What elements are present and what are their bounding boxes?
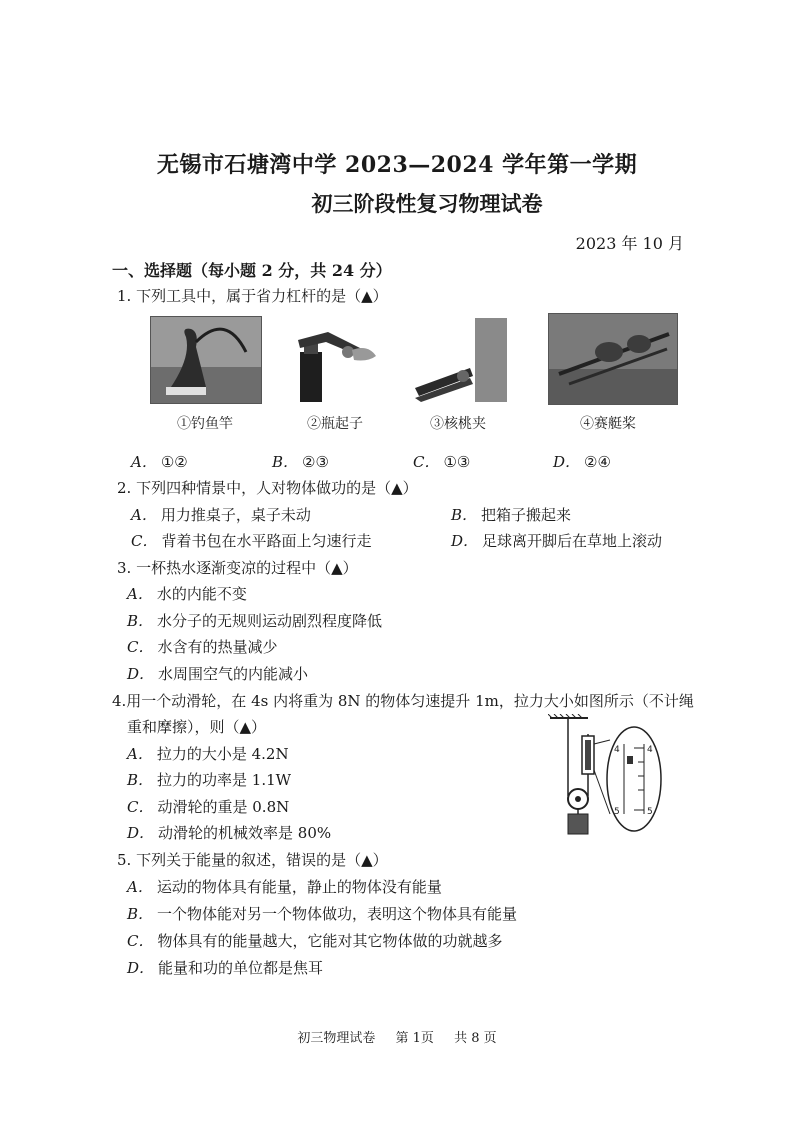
exam-subtitle: 初三阶段性复习物理试卷	[311, 191, 543, 216]
option-text: 动滑轮的重是 0.8N	[157, 798, 290, 816]
q5-option-d[interactable]	[127, 957, 323, 978]
question-4-stem-line1: 4.用一个动滑轮，在 4s 内将重为 8N 的物体匀速提升 1m，拉力大小如图所示（不计绳	[112, 692, 694, 710]
option-letter: B．	[272, 453, 299, 471]
option-text: 一个物体能对另一个物体做功，表明这个物体具有能量	[157, 905, 518, 923]
q4-option-b[interactable]	[127, 769, 291, 790]
q4-option-c[interactable]	[127, 796, 289, 817]
question-2-stem: 2. 下列四种情景中，人对物体做功的是（▲）	[117, 479, 418, 497]
option-text: 能量和功的单位都是焦耳	[158, 959, 324, 977]
q2-option-a[interactable]	[131, 504, 311, 525]
q5-option-c[interactable]	[127, 930, 503, 951]
option-text: 水周围空气的内能减小	[158, 665, 309, 683]
q2-option-c[interactable]	[131, 530, 372, 551]
pulley-figure	[548, 714, 663, 839]
option-text: 水的内能不变	[156, 585, 247, 603]
option-text: 把箱子搬起来	[481, 506, 572, 524]
q1-option-a[interactable]	[131, 451, 188, 472]
option-text: 足球离开脚后在草地上滚动	[482, 532, 663, 550]
question-3-stem: 3. 一杯热水逐渐变凉的过程中（▲）	[117, 559, 358, 577]
option-text: 用力推桌子，桌子未动	[160, 506, 311, 524]
option-letter: C．	[127, 638, 154, 656]
option-text: 水含有的热量减少	[157, 638, 278, 656]
option-text: ②④	[584, 453, 611, 471]
option-text: 水分子的无规则运动剧烈程度降低	[157, 612, 383, 630]
q4-option-a[interactable]	[127, 743, 289, 764]
option-letter: D．	[553, 453, 581, 471]
option-letter: C．	[131, 532, 158, 550]
caption-nutcracker: ③核桃夹	[430, 416, 486, 432]
exam-date: 2023 年 10 月	[575, 234, 684, 253]
question-5-stem: 5. 下列关于能量的叙述，错误的是（▲）	[117, 851, 388, 869]
rowing-oar-photo	[548, 313, 678, 405]
option-letter: B．	[451, 506, 478, 524]
q1-option-c[interactable]	[413, 451, 470, 472]
bottle-opener-photo	[288, 322, 380, 402]
option-letter: D．	[127, 665, 155, 683]
caption-bottle-opener: ②瓶起子	[307, 416, 363, 432]
option-text: 背着书包在水平路面上匀速行走	[161, 532, 372, 550]
option-letter: A．	[127, 585, 153, 603]
option-letter: D．	[127, 959, 155, 977]
q1-option-b[interactable]	[272, 451, 329, 472]
option-text: 拉力的功率是 1.1W	[157, 771, 292, 789]
exam-title: 无锡市石塘湾中学 2023—2024 学年第一学期	[156, 152, 638, 178]
option-text: ①③	[443, 453, 471, 471]
option-letter: D．	[451, 532, 479, 550]
option-text: ②③	[302, 453, 329, 471]
option-letter: D．	[127, 824, 155, 842]
option-letter: A．	[127, 745, 153, 763]
option-letter: B．	[127, 905, 154, 923]
option-text: 拉力的大小是 4.2N	[156, 745, 289, 763]
option-letter: A．	[127, 878, 153, 896]
section-heading: 一、选择题（每小题 2 分，共 24 分）	[112, 261, 392, 280]
scale-top-label-right: 4	[647, 745, 653, 755]
option-letter: A．	[131, 453, 157, 471]
option-text: ①②	[160, 453, 188, 471]
nutcracker-photo	[415, 318, 507, 402]
footer-page-number: 第 1页	[395, 1031, 434, 1046]
q3-option-d[interactable]	[127, 663, 308, 684]
scale-bottom-label: 5	[614, 807, 620, 817]
q3-option-a[interactable]	[127, 583, 247, 604]
q2-option-d[interactable]	[451, 530, 662, 551]
question-1-stem: 1. 下列工具中，属于省力杠杆的是（▲）	[117, 287, 388, 305]
footer-total-pages: 共 8 页	[454, 1031, 497, 1046]
option-letter: C．	[127, 798, 154, 816]
scale-top-label: 4	[614, 745, 620, 755]
option-letter: A．	[131, 506, 157, 524]
question-4-stem-line2: 重和摩擦），则（▲）	[127, 718, 267, 736]
q3-option-c[interactable]	[127, 636, 278, 657]
q1-option-d[interactable]	[553, 451, 611, 472]
q3-option-b[interactable]	[127, 610, 382, 631]
q4-option-d[interactable]	[127, 822, 331, 843]
option-text: 运动的物体具有能量，静止的物体没有能量	[156, 878, 442, 896]
caption-fishing-rod: ①钓鱼竿	[177, 416, 233, 432]
option-text: 动滑轮的机械效率是 80%	[158, 824, 332, 842]
option-letter: B．	[127, 771, 154, 789]
footer-subject: 初三物理试卷	[297, 1031, 376, 1046]
caption-rowing-oar: ④赛艇桨	[580, 416, 636, 432]
option-letter: C．	[413, 453, 440, 471]
q5-option-a[interactable]	[127, 876, 442, 897]
q2-option-b[interactable]	[451, 504, 571, 525]
scale-bottom-label-right: 5	[647, 807, 653, 817]
fishing-rod-photo	[150, 316, 262, 404]
q5-option-b[interactable]	[127, 903, 517, 924]
option-text: 物体具有的能量越大，它能对其它物体做的功就越多	[157, 932, 503, 950]
page-footer	[0, 1027, 794, 1046]
option-letter: C．	[127, 932, 154, 950]
option-letter: B．	[127, 612, 154, 630]
